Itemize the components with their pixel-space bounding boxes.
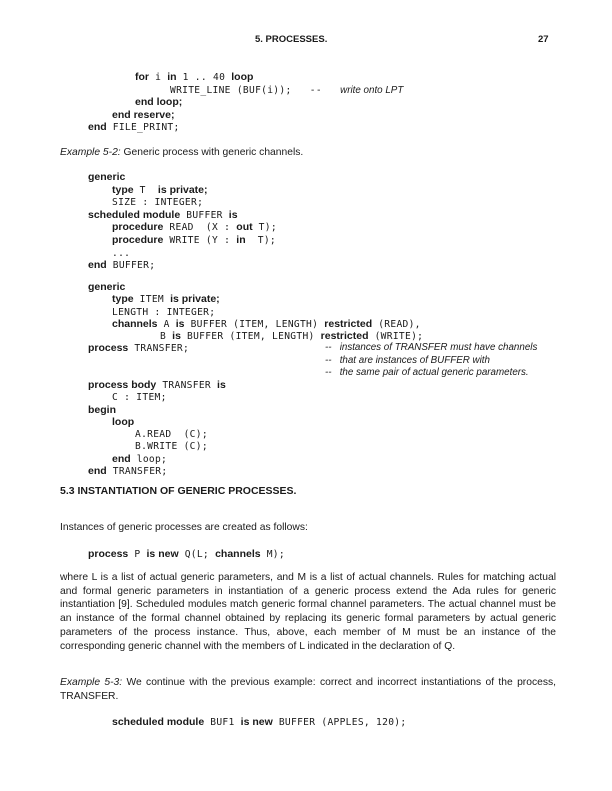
code-line <box>0 342 612 354</box>
code-keyword: for <box>135 71 149 83</box>
code-line <box>0 221 612 234</box>
code-keyword: is new <box>146 548 179 560</box>
code-identifier: (READ), <box>372 318 421 330</box>
code-identifier: BUFFER (APPLES, 120); <box>272 717 407 728</box>
code-keyword: is private; <box>170 293 220 306</box>
section-heading: 5.3 INSTANTIATION OF GENERIC PROCESSES. <box>60 485 297 497</box>
code-identifier: SIZE : INTEGER; <box>112 197 204 209</box>
code-line <box>0 416 612 428</box>
code-identifier: WRITE (Y : <box>163 234 237 246</box>
code-identifier: P <box>128 549 147 560</box>
code-keyword: channels <box>112 317 158 330</box>
code-identifier: -- <box>291 84 341 96</box>
page-number: 27 <box>538 34 549 45</box>
code-keyword: is new <box>240 716 273 728</box>
code-identifier: BUFFER <box>180 209 229 221</box>
code-identifier: BUFFER; <box>106 260 156 272</box>
code-line <box>0 109 612 122</box>
code-identifier: (WRITE); <box>368 331 424 342</box>
code-identifier: BUF1 <box>204 717 241 728</box>
code-identifier: A <box>157 318 176 330</box>
code-line <box>0 428 612 440</box>
code-keyword: is <box>175 317 185 330</box>
code-block-file-print <box>0 71 612 134</box>
code-keyword: channels <box>215 548 261 560</box>
code-line <box>0 171 612 184</box>
code-line <box>0 548 612 561</box>
code-identifier: A.READ (C); <box>135 429 208 440</box>
code-identifier: READ (X : <box>163 222 237 234</box>
code-line <box>0 184 612 197</box>
code-line <box>0 196 612 209</box>
example-label: Example 5-2: <box>60 147 121 158</box>
code-identifier: C : ITEM; <box>112 392 167 404</box>
code-identifier: 1 .. 40 <box>176 72 232 83</box>
code-identifier: TRANSFER; <box>106 465 168 477</box>
example-5-2-caption <box>60 146 303 160</box>
code-line <box>0 330 612 342</box>
syntax-line <box>0 548 612 561</box>
code-identifier: M); <box>260 549 285 560</box>
code-identifier: ITEM <box>133 294 171 306</box>
code-line <box>0 440 612 452</box>
code-keyword: scheduled module <box>88 208 181 221</box>
code-line <box>0 453 612 465</box>
code-identifier: B.WRITE (C); <box>135 441 208 453</box>
code-keyword: loop <box>231 71 254 83</box>
code-keyword: restricted <box>324 317 373 330</box>
code-line <box>0 96 612 109</box>
code-keyword: end <box>88 259 107 272</box>
code-identifier: FILE_PRINT; <box>106 122 180 134</box>
code-identifier: LENGTH : INTEGER; <box>112 306 216 318</box>
running-header: 5. PROCESSES. <box>255 34 328 45</box>
example-label: Example 5-3: <box>60 677 123 688</box>
body-paragraph: where L is a list of actual generic parameters, and M is a list of actual channels. Rules for matching actual and formal generic parameters in instantiation of a generic process extend the Ada rules for generic instantiation [9]. Scheduled modules match generic formal channel parameters. The actual channel must be an instance of the formal channel obtained by replacing its generic formal parameters by actual generic parameters of the process instance. Thus, above, each member of M must be an instance of the corresponding generic channel with the members of L indicated in the declaration of Q. <box>60 572 556 652</box>
code-keyword: in <box>236 233 246 246</box>
code-keyword: generic <box>88 281 126 293</box>
example-text: We continue with the previous example: correct and incorrect instantiations of the process, TRANSFER. <box>60 677 556 702</box>
code-keyword: is <box>228 208 238 221</box>
code-identifier: BUFFER (ITEM, LENGTH) <box>180 331 321 342</box>
code-line <box>0 259 612 272</box>
code-keyword: process <box>88 342 129 355</box>
code-keyword: type <box>112 183 134 196</box>
code-keyword: is <box>217 379 226 391</box>
code-identifier: loop; <box>130 453 168 465</box>
intro-text: Instances of generic processes are created as follows: <box>60 522 308 533</box>
code-keyword: end <box>88 464 107 477</box>
code-keyword: is <box>172 330 181 342</box>
code-keyword: procedure <box>112 233 164 246</box>
code-line <box>0 281 612 293</box>
code-keyword: process body <box>88 379 157 391</box>
code-comment: write onto LPT <box>340 84 404 96</box>
code-line <box>0 84 612 97</box>
code-identifier: T); <box>252 222 277 234</box>
code-keyword: end loop; <box>135 96 183 109</box>
code-identifier: ... <box>112 247 131 259</box>
code-line <box>0 121 612 134</box>
code-line <box>0 71 612 84</box>
code-keyword: end reserve; <box>112 108 175 121</box>
code-keyword: is private; <box>157 183 208 196</box>
code-line <box>0 209 612 222</box>
code-comment: -- instances of TRANSFER must have channels <box>325 342 538 354</box>
code-keyword: generic <box>88 171 126 183</box>
code-identifier: WRITE_LINE (BUF(i)); <box>170 84 292 96</box>
example-text: Generic process with generic channels. <box>120 147 304 158</box>
code-identifier: i <box>149 72 168 83</box>
code-line <box>0 367 612 379</box>
code-line <box>0 404 612 416</box>
code-identifier: BUFFER (ITEM, LENGTH) <box>184 318 325 330</box>
code-keyword: begin <box>88 403 116 416</box>
code-line <box>0 234 612 247</box>
code-keyword: end <box>88 121 107 134</box>
code-line <box>0 306 612 318</box>
code-block-transfer <box>0 281 612 477</box>
code-block-buffer <box>0 171 612 272</box>
code-keyword: end <box>112 452 131 465</box>
code-identifier: T <box>133 184 158 196</box>
code-keyword: procedure <box>112 221 164 234</box>
code-block-instantiation <box>0 716 612 729</box>
code-line <box>0 391 612 403</box>
example-5-3-caption <box>60 676 556 703</box>
code-keyword: in <box>167 71 177 83</box>
code-line <box>0 355 612 367</box>
code-identifier: Q(L; <box>178 549 216 560</box>
code-keyword: type <box>112 293 134 306</box>
code-keyword: restricted <box>320 330 369 342</box>
code-keyword: process <box>88 548 129 560</box>
code-line <box>0 318 612 330</box>
code-line <box>0 379 612 391</box>
code-identifier: B <box>160 331 173 342</box>
code-keyword: scheduled module <box>112 716 205 728</box>
code-line <box>0 465 612 477</box>
code-line <box>0 716 612 729</box>
code-keyword: loop <box>112 415 135 428</box>
code-identifier: TRANSFER; <box>128 343 190 355</box>
code-identifier: TRANSFER <box>156 380 218 391</box>
code-identifier: T); <box>245 234 277 246</box>
code-line <box>0 247 612 260</box>
code-keyword: out <box>236 221 253 234</box>
code-comment: -- the same pair of actual generic parameters. <box>325 366 529 378</box>
code-line <box>0 293 612 305</box>
code-comment: -- that are instances of BUFFER with <box>325 354 490 366</box>
